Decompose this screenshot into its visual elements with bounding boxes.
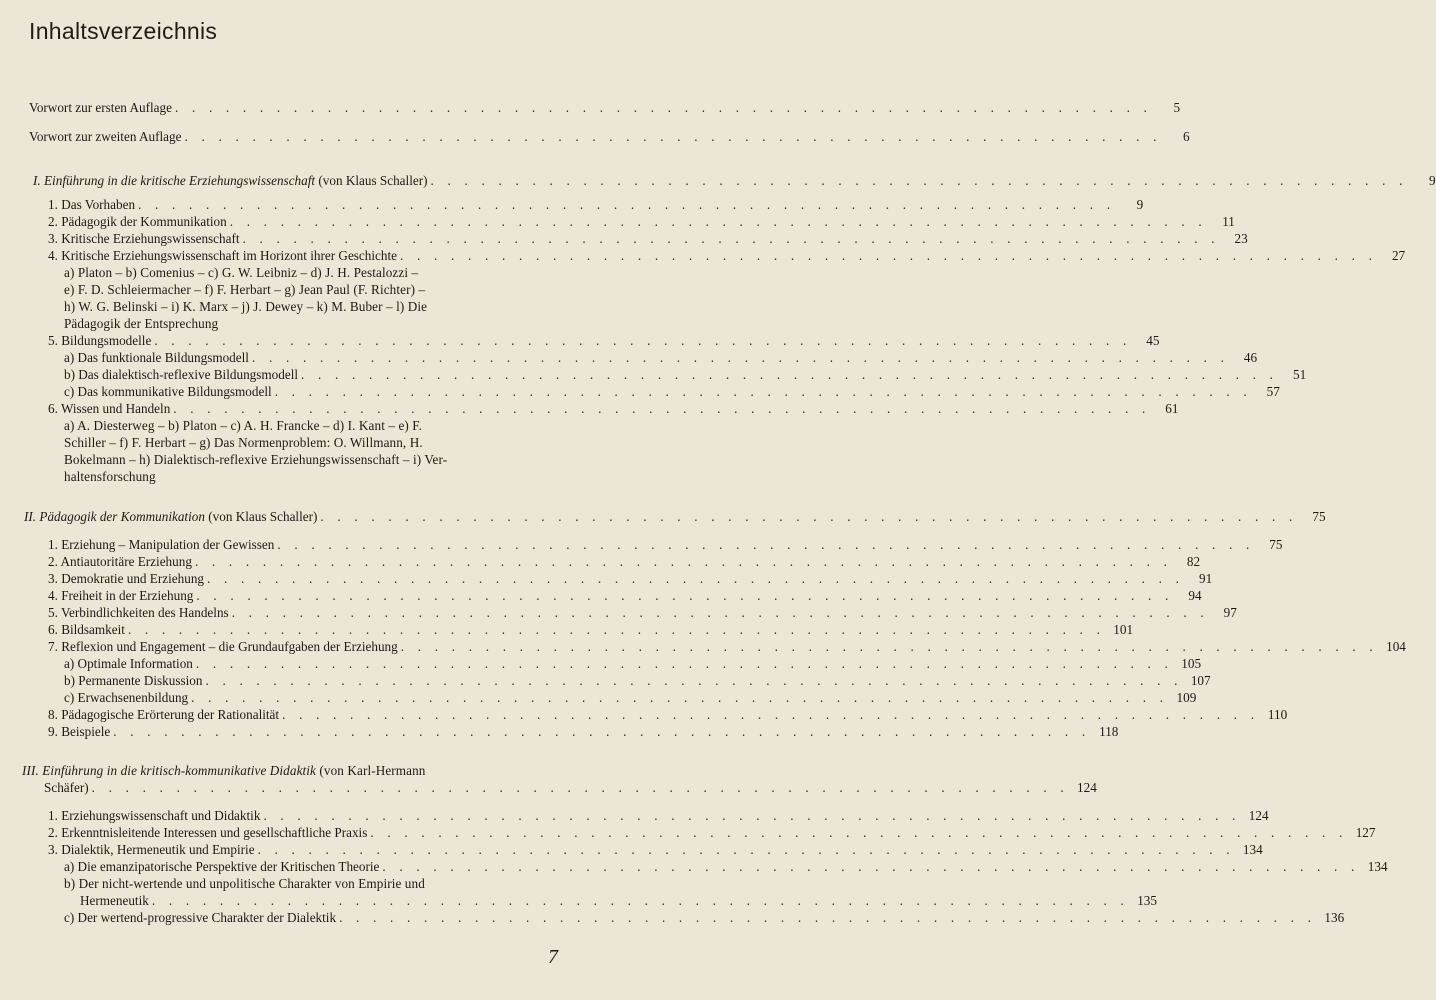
toc-part-3-heading[interactable]: [22, 762, 425, 779]
entry-number: 9.: [48, 724, 58, 739]
toc-entry-page: 124: [1248, 808, 1269, 823]
leader-dots: . . . . . . . . . . . . . . . . . . . . . . . . . . . . . . . . . . . . . . . . . . . . . . . . . . . . . . . . . .: [196, 588, 1174, 603]
leader-dots: . . . . . . . . . . . . . . . . . . . . . . . . . . . . . . . . . . . . . . . . . . . . . . . . . . . . . . . . . .: [173, 401, 1151, 416]
toc-entry-page: 109: [1176, 690, 1197, 705]
toc-entry-page: 91: [1198, 571, 1213, 586]
leader-dots: . . . . . . . . . . . . . . . . . . . . . . . . . . . . . . . . . . . . . . . . . . . . . . . . . . . . . . . . . .: [151, 893, 1129, 908]
toc-entry-continuation: a) A. Diesterweg – b) Platon – c) A. H. Francke – d) I. Kant – e) F.: [64, 418, 423, 433]
toc-entry[interactable]: [48, 196, 1144, 213]
toc-entry-continuation: h) W. G. Belinski – i) K. Marx – j) J. Dewey – k) M. Buber – l) Die: [64, 299, 428, 314]
toc-entry-page: 104: [1386, 639, 1406, 654]
toc-entry-page: 9: [1429, 173, 1436, 188]
toc-subentry-continuation[interactable]: [80, 892, 1157, 909]
toc-entry-label: Vorwort zur ersten Auflage: [29, 100, 172, 115]
toc-entry[interactable]: [48, 841, 1263, 858]
leader-dots: . . . . . . . . . . . . . . . . . . . . . . . . . . . . . . . . . . . . . . . . . . . . . . . . . . . . . . . . . .: [154, 333, 1132, 348]
entry-number: 3.: [48, 842, 58, 857]
page-title: Inhaltsverzeichnis: [29, 18, 218, 44]
toc-entry-label: Demokratie und Erziehung: [61, 571, 205, 586]
toc-entry-continuation: e) F. D. Schleiermacher – f) F. Herbart – g) Jean Paul (F. Richter) –: [64, 282, 426, 297]
toc-entry[interactable]: [48, 553, 1201, 570]
leader-dots: . . . . . . . . . . . . . . . . . . . . . . . . . . . . . . . . . . . . . . . . . . . . . . . . . . . . . . . . . .: [184, 129, 1162, 144]
toc-subentry[interactable]: [64, 655, 1202, 672]
leader-dots: . . . . . . . . . . . . . . . . . . . . . . . . . . . . . . . . . . . . . . . . . . . . . . . . . . . . . . . . . .: [91, 780, 1069, 795]
toc-subentry[interactable]: [64, 672, 1211, 689]
toc-subentry[interactable]: [64, 383, 1280, 400]
toc-entry-page: 27: [1391, 248, 1406, 263]
toc-entry-page: 75: [1312, 509, 1326, 524]
toc-entry-continuation: Pädagogik der Entsprechung: [64, 316, 219, 331]
toc-part-2[interactable]: [24, 508, 1326, 525]
entry-number: 1.: [48, 808, 58, 823]
toc-entry-label: Bildungsmodelle: [61, 333, 152, 348]
entry-number: 3.: [48, 571, 58, 586]
toc-entry-page: 101: [1113, 622, 1134, 637]
toc-part-3[interactable]: [44, 779, 1097, 796]
toc-entry-label: Reflexion und Engagement – die Grundaufgaben der Erziehung: [61, 639, 398, 654]
toc-entry-page: 118: [1099, 724, 1119, 739]
toc-entry-label: b) Permanente Diskussion: [64, 673, 203, 688]
leader-dots: . . . . . . . . . . . . . . . . . . . . . . . . . . . . . . . . . . . . . . . . . . . . . . . . . . . . . . . . . .: [174, 100, 1153, 115]
toc-entry-label: Hermeneutik: [80, 893, 149, 908]
entry-number: 5.: [48, 333, 58, 348]
toc-entry-preface-1[interactable]: [29, 99, 1181, 116]
page-number: 7: [548, 946, 558, 968]
entry-number: 4.: [48, 248, 58, 263]
toc-entry-label: a) Das funktionale Bildungsmodell: [64, 350, 249, 365]
leader-dots: . . . . . . . . . . . . . . . . . . . . . . . . . . . . . . . . . . . . . . . . . . . . . . . . . . . . . . . . . .: [138, 197, 1116, 212]
toc-entry-label: Erziehung – Manipulation der Gewissen: [61, 537, 275, 552]
leader-dots: . . . . . . . . . . . . . . . . . . . . . . . . . . . . . . . . . . . . . . . . . . . . . . . . . . . . . . . . . .: [251, 350, 1230, 365]
toc-entry[interactable]: [48, 400, 1179, 417]
toc-entry-continuation: haltensforschung: [64, 469, 156, 484]
leader-dots: . . . . . . . . . . . . . . . . . . . . . . . . . . . . . . . . . . . . . . . . . . . . . . . . . . . . . . . . . .: [400, 248, 1378, 263]
toc-entry-page: 135: [1137, 893, 1157, 908]
toc-subentry[interactable]: [64, 349, 1258, 366]
leader-dots: . . . . . . . . . . . . . . . . . . . . . . . . . . . . . . . . . . . . . . . . . . . . . . . . . . . . . . . . . .: [274, 384, 1252, 399]
toc-entry-continuation: Bokelmann – h) Dialektisch-reflexive Erziehungswissenschaft – i) Ver-: [64, 452, 448, 467]
leader-dots: . . . . . . . . . . . . . . . . . . . . . . . . . . . . . . . . . . . . . . . . . . . . . . . . . . . . . . . . . .: [205, 673, 1183, 688]
toc-entry[interactable]: [48, 213, 1235, 230]
toc-entry-page: 107: [1190, 673, 1211, 688]
toc-subentry[interactable]: [64, 366, 1307, 383]
part-number: II.: [24, 509, 37, 524]
leader-dots: . . . . . . . . . . . . . . . . . . . . . . . . . . . . . . . . . . . . . . . . . . . . . . . . . . . . . . . . . .: [263, 808, 1241, 823]
toc-entry-label: Verbindlichkeiten des Handelns: [60, 605, 229, 620]
part-author: (von Klaus Schaller): [318, 173, 428, 188]
leader-dots: . . . . . . . . . . . . . . . . . . . . . . . . . . . . . . . . . . . . . . . . . . . . . . . . . . . . . . . . . .: [242, 231, 1220, 246]
part-number: III.: [22, 763, 39, 778]
toc-entry-label: Dialektik, Hermeneutik und Empirie: [61, 842, 255, 857]
entry-number: 2.: [48, 825, 58, 840]
toc-entry-label: Freiheit in der Erziehung: [61, 588, 194, 603]
toc-entry[interactable]: [48, 807, 1269, 824]
entry-number: 6.: [48, 401, 58, 416]
toc-entry-label: c) Erwachsenenbildung: [64, 690, 189, 705]
toc-entry-page: 134: [1242, 842, 1263, 857]
entry-number: 5.: [48, 605, 58, 620]
toc-entry-label: Beispiele: [61, 724, 111, 739]
toc-entry[interactable]: [48, 536, 1283, 553]
toc-entry[interactable]: [48, 706, 1288, 723]
toc-entry-page: 61: [1165, 401, 1179, 416]
toc-entry-label: Pädagogische Erörterung der Rationalität: [61, 707, 280, 722]
leader-dots: . . . . . . . . . . . . . . . . . . . . . . . . . . . . . . . . . . . . . . . . . . . . . . . . . . . . . . . . . .: [191, 690, 1169, 705]
toc-subentry[interactable]: [64, 909, 1345, 926]
toc-entry[interactable]: [48, 230, 1248, 247]
toc-entry[interactable]: [48, 824, 1376, 841]
leader-dots: . . . . . . . . . . . . . . . . . . . . . . . . . . . . . . . . . . . . . . . . . . . . . . . . . . . . . . . . . .: [231, 605, 1209, 620]
toc-entry-label: Erziehungswissenschaft und Didaktik: [61, 808, 261, 823]
leader-dots: . . . . . . . . . . . . . . . . . . . . . . . . . . . . . . . . . . . . . . . . . . . . . . . . . . . . . . . . . .: [430, 173, 1408, 188]
leader-dots: . . . . . . . . . . . . . . . . . . . . . . . . . . . . . . . . . . . . . . . . . . . . . . . . . . . . . . . . . .: [339, 910, 1317, 925]
leader-dots: . . . . . . . . . . . . . . . . . . . . . . . . . . . . . . . . . . . . . . . . . . . . . . . . . . . . . . . . . .: [195, 656, 1174, 671]
part-title: Einführung in die kritische Erziehungswissenschaft: [44, 173, 316, 188]
entry-number: 6.: [48, 622, 58, 637]
toc-entry-label: c) Der wertend-progressive Charakter der Dialektik: [64, 910, 337, 925]
leader-dots: . . . . . . . . . . . . . . . . . . . . . . . . . . . . . . . . . . . . . . . . . . . . . . . . . . . . . . . . . .: [207, 571, 1185, 586]
toc-entry-page: 46: [1243, 350, 1258, 365]
part-title: Einführung in die kritisch-kommunikative Didaktik: [42, 763, 316, 778]
toc-entry[interactable]: [48, 570, 1213, 587]
leader-dots: . . . . . . . . . . . . . . . . . . . . . . . . . . . . . . . . . . . . . . . . . . . . . . . . . . . . . . . . . .: [277, 537, 1255, 552]
part-author: (von Karl-Hermann: [319, 763, 426, 778]
toc-entry-page: 136: [1324, 910, 1345, 925]
leader-dots: . . . . . . . . . . . . . . . . . . . . . . . . . . . . . . . . . . . . . . . . . . . . . . . . . . . . . . . . . .: [320, 509, 1298, 524]
entry-number: 8.: [48, 707, 58, 722]
toc-entry[interactable]: [48, 587, 1202, 604]
entry-number: 4.: [48, 588, 58, 603]
toc-entry-page: 5: [1173, 100, 1181, 115]
part-author: (von Klaus Schaller): [208, 509, 318, 524]
leader-dots: . . . . . . . . . . . . . . . . . . . . . . . . . . . . . . . . . . . . . . . . . . . . . . . . . . . . . . . . . .: [370, 825, 1348, 840]
entry-number: 1.: [48, 197, 58, 212]
toc-subentry[interactable]: [64, 858, 1388, 875]
toc-entry[interactable]: [48, 621, 1134, 638]
entry-number: 1.: [48, 537, 58, 552]
toc-part-1[interactable]: [33, 172, 1436, 189]
toc-entry[interactable]: [48, 604, 1237, 621]
toc-entry-page: 11: [1222, 214, 1235, 229]
toc-entry-page: 110: [1267, 707, 1288, 722]
toc-entry-label: Vorwort zur zweiten Auflage: [29, 129, 182, 144]
toc-entry[interactable]: [48, 723, 1119, 740]
toc-entry-continuation: Schiller – f) F. Herbart – g) Das Normenproblem: O. Willmann, H.: [64, 435, 423, 450]
leader-dots: . . . . . . . . . . . . . . . . . . . . . . . . . . . . . . . . . . . . . . . . . . . . . . . . . . . . . . . . . .: [194, 554, 1173, 569]
toc-entry-page: 127: [1355, 825, 1376, 840]
toc-entry[interactable]: [48, 332, 1160, 349]
toc-entry-label: a) Die emanzipatorische Perspektive der Kritischen Theorie: [64, 859, 380, 874]
leader-dots: . . . . . . . . . . . . . . . . . . . . . . . . . . . . . . . . . . . . . . . . . . . . . . . . . . . . . . . . . .: [257, 842, 1235, 857]
toc-entry-page: 124: [1077, 780, 1097, 795]
toc-entry-label: b) Das dialektisch-reflexive Bildungsmodell: [64, 367, 299, 382]
toc-entry-page: 45: [1146, 333, 1160, 348]
toc-subentry[interactable]: b) Der nicht-wertende und unpolitische Charakter von Empirie und: [64, 876, 425, 891]
toc-entry-label: c) Das kommunikative Bildungsmodell: [64, 384, 272, 399]
leader-dots: . . . . . . . . . . . . . . . . . . . . . . . . . . . . . . . . . . . . . . . . . . . . . . . . . . . . . . . . . .: [282, 707, 1260, 722]
toc-entry-page: 134: [1367, 859, 1388, 874]
toc-entry-page: 97: [1223, 605, 1237, 620]
toc-entry-label: Bildsamkeit: [61, 622, 125, 637]
toc-entry-continuation: a) Platon – b) Comenius – c) G. W. Leibniz – d) J. H. Pestalozzi –: [64, 265, 419, 280]
toc-entry-label: Kritische Erziehungswissenschaft: [61, 231, 240, 246]
toc-entry-page: 94: [1188, 588, 1202, 603]
entry-number: 2.: [48, 554, 58, 569]
part-title: Pädagogik der Kommunikation: [39, 509, 205, 524]
toc-entry-page: 82: [1186, 554, 1201, 569]
entry-number: 3.: [48, 231, 58, 246]
leader-dots: . . . . . . . . . . . . . . . . . . . . . . . . . . . . . . . . . . . . . . . . . . . . . . . . . . . . . . . . . .: [127, 622, 1106, 637]
toc-entry-page: 23: [1234, 231, 1248, 246]
leader-dots: . . . . . . . . . . . . . . . . . . . . . . . . . . . . . . . . . . . . . . . . . . . . . . . . . . . . . . . . . .: [301, 367, 1279, 382]
toc-entry-preface-2[interactable]: [29, 128, 1190, 145]
toc-entry-label: Antiautoritäre Erziehung: [60, 554, 192, 569]
toc-entry-page: 51: [1292, 367, 1307, 382]
toc-entry-label: a) Optimale Information: [64, 656, 193, 671]
leader-dots: . . . . . . . . . . . . . . . . . . . . . . . . . . . . . . . . . . . . . . . . . . . . . . . . . . . . . . . . . .: [229, 214, 1207, 229]
entry-number: 2.: [48, 214, 58, 229]
leader-dots: . . . . . . . . . . . . . . . . . . . . . . . . . . . . . . . . . . . . . . . . . . . . . . . . . . . . . . . . . .: [113, 724, 1091, 739]
toc-entry-label: Erkenntnisleitende Interessen und gesellschaftliche Praxis: [61, 825, 368, 840]
entry-number: 7.: [48, 639, 58, 654]
leader-dots: . . . . . . . . . . . . . . . . . . . . . . . . . . . . . . . . . . . . . . . . . . . . . . . . . . . . . . . . . .: [382, 859, 1360, 874]
part-number: I.: [33, 173, 41, 188]
toc-entry[interactable]: [48, 247, 1406, 264]
toc-entry-page: 6: [1183, 129, 1190, 144]
toc-entry-page: 57: [1266, 384, 1280, 399]
toc-entry-page: 75: [1269, 537, 1283, 552]
part-author-continuation: Schäfer): [44, 780, 89, 795]
toc-subentry[interactable]: [64, 689, 1197, 706]
toc-entry-label: Das Vorhaben: [61, 197, 136, 212]
toc-entry-label: Kritische Erziehungswissenschaft im Horizont ihrer Geschichte: [61, 248, 397, 263]
leader-dots: . . . . . . . . . . . . . . . . . . . . . . . . . . . . . . . . . . . . . . . . . . . . . . . . . . . . . . . . . .: [400, 639, 1378, 654]
toc-entry-page: 105: [1181, 656, 1202, 671]
toc-entry[interactable]: [48, 638, 1406, 655]
toc-entry-label: Wissen und Handeln: [60, 401, 171, 416]
toc-entry-label: Pädagogik der Kommunikation: [61, 214, 227, 229]
toc-entry-page: 9: [1136, 197, 1144, 212]
